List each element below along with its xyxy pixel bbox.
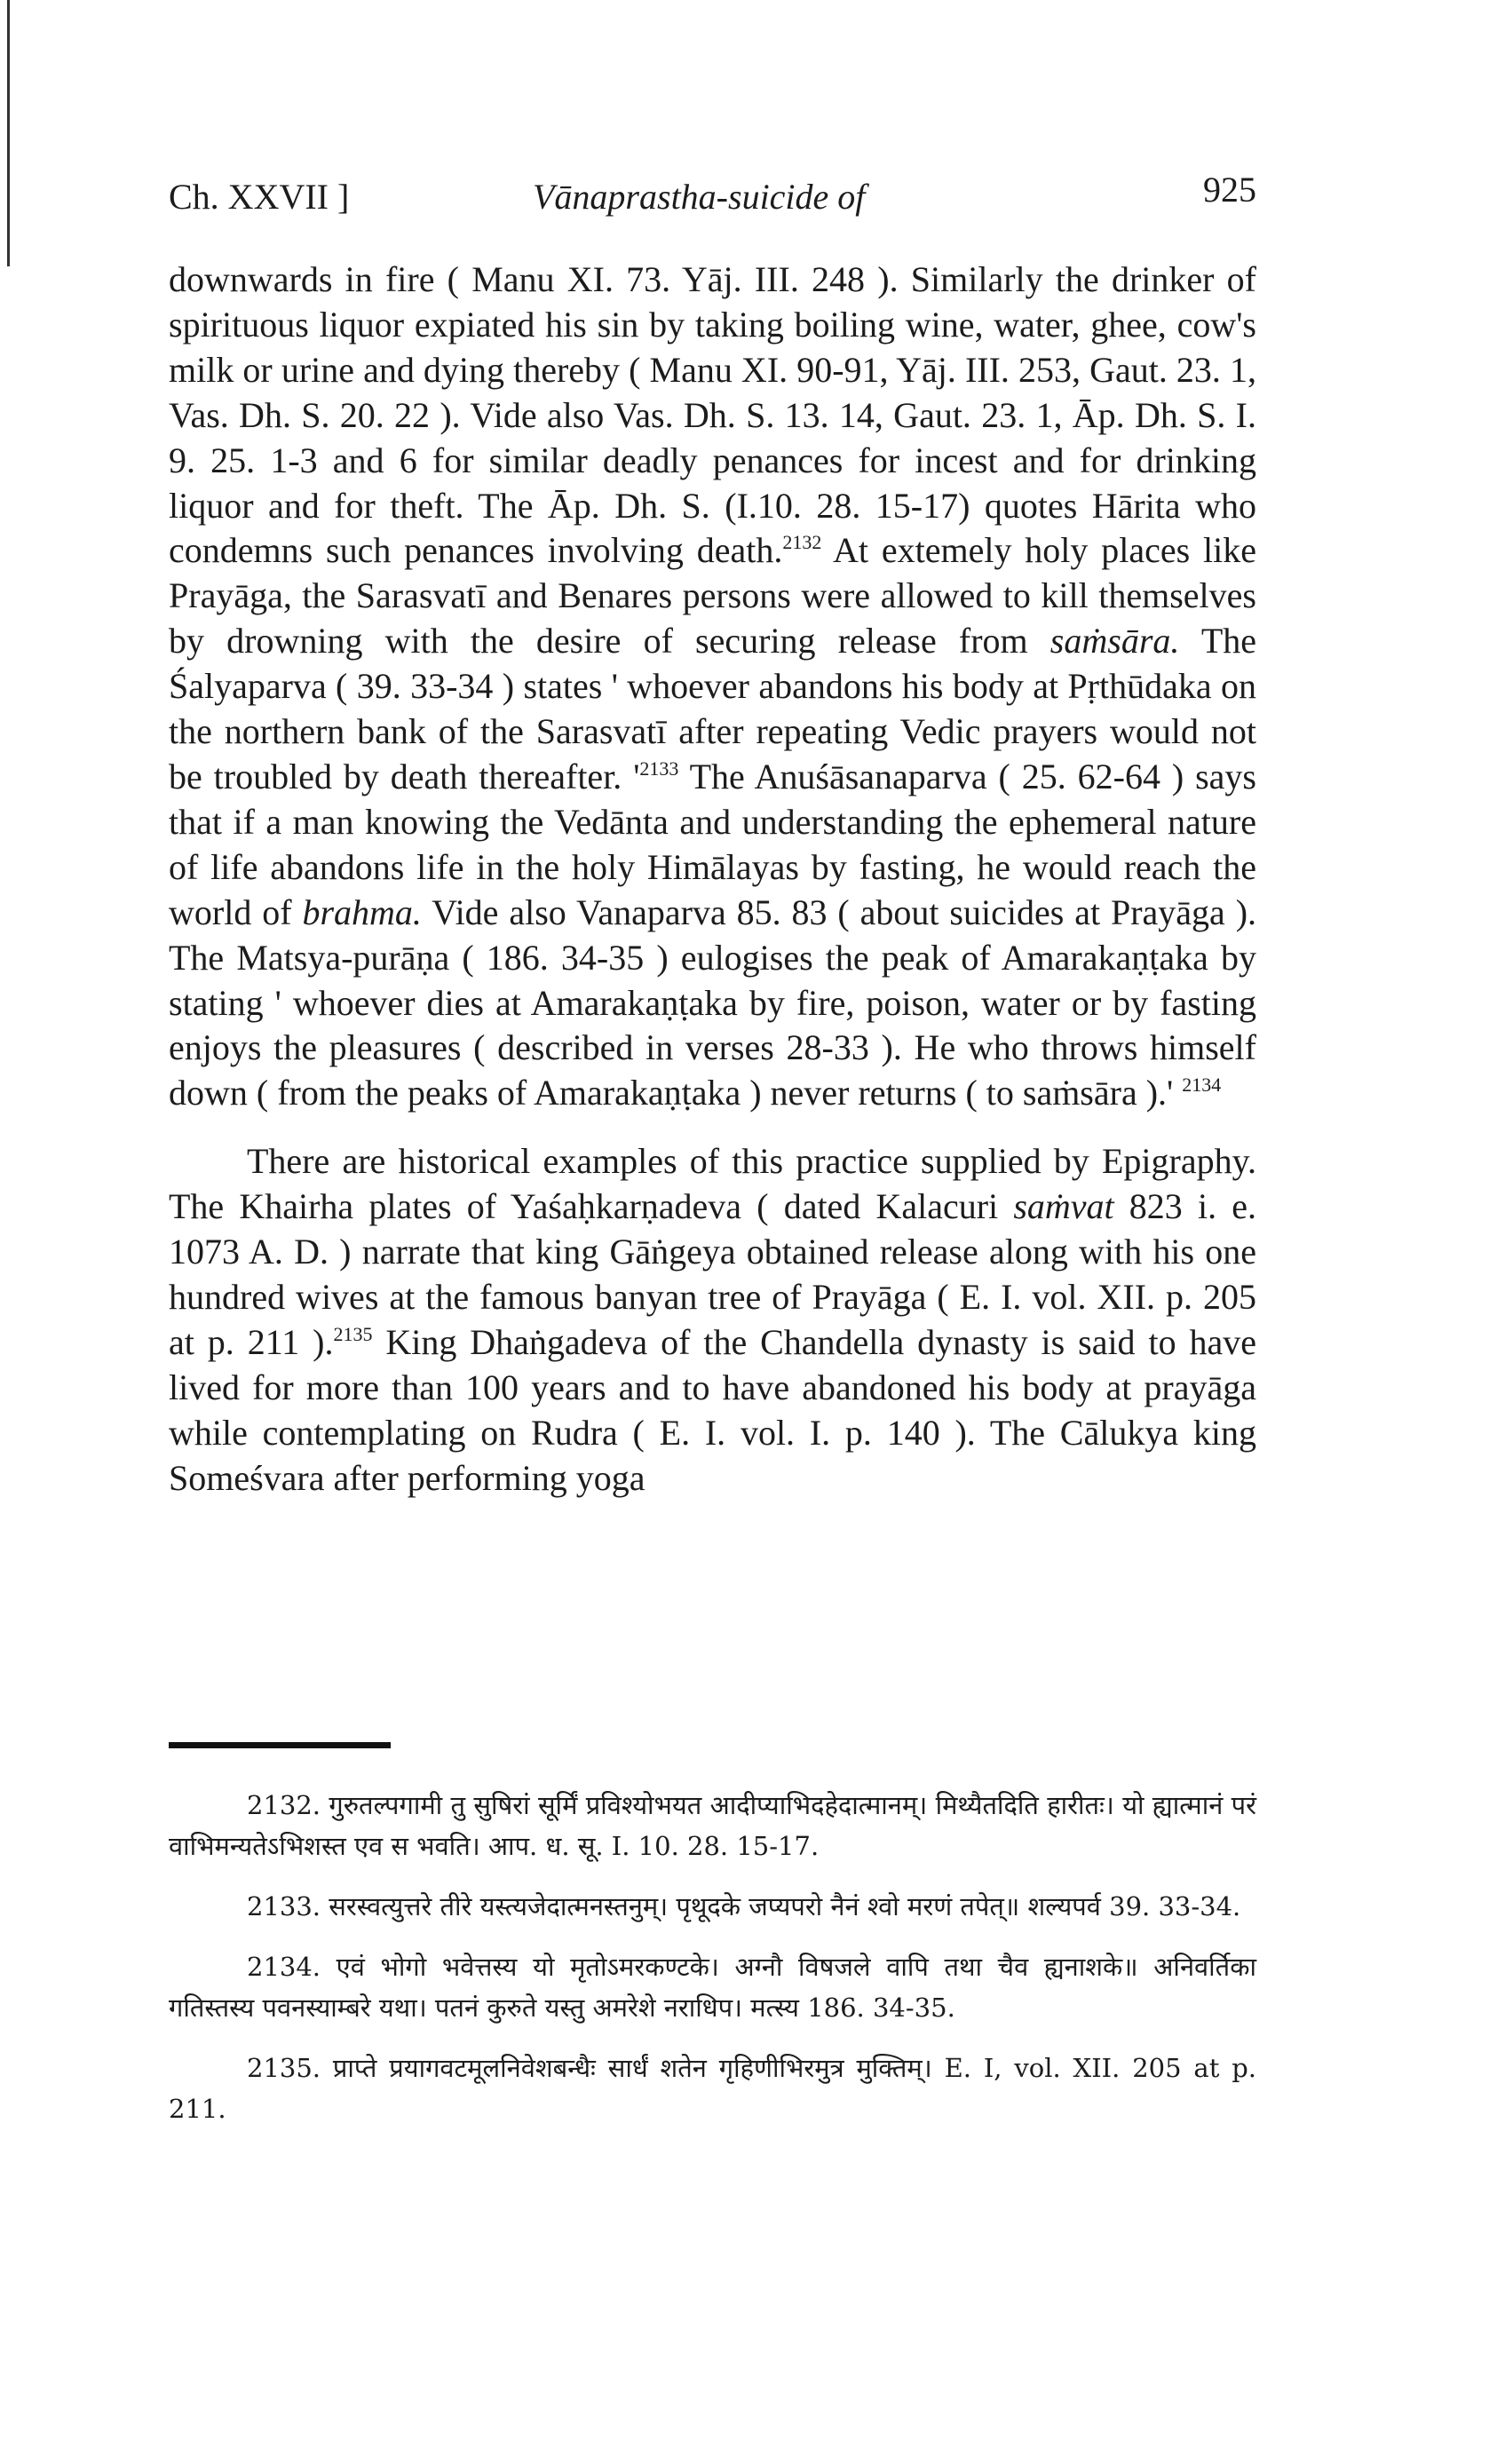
footnote-2133 xyxy=(169,1886,1256,1927)
running-header xyxy=(169,169,1256,222)
text-run: 823 i. e. 1073 A. D. ) narrate that king Gāṅgeya obtained release along with his one hundred wives at the famous banyan tree of Prayāga ( E. I. vol. XII. p. 205 at p. 211 ). xyxy=(169,1186,1256,1362)
main-text xyxy=(169,257,1256,1501)
footnote-2132 xyxy=(169,1785,1256,1866)
chapter-label: Ch. XXVII ] xyxy=(169,177,350,217)
footnote-ref: 2133 xyxy=(639,757,679,780)
footnote-number: 2132. xyxy=(247,1790,321,1820)
running-title: Vānaprastha-suicide of xyxy=(533,177,866,217)
footnote-number: 2134. xyxy=(247,1952,321,1982)
footnote-ref: 2132 xyxy=(782,531,822,554)
footnote-separator xyxy=(169,1742,391,1748)
paragraph-2 xyxy=(169,1139,1256,1501)
text-run: The Śalyaparva ( 39. 33-34 ) states ' whoever abandons his body at Pṛthūdaka on the northern bank of the Sarasvatī after repeating Vedic prayers would not be troubled by death thereafter. ' xyxy=(169,621,1257,796)
italic-term: saṁsāra. xyxy=(1049,621,1180,662)
paragraph-1 xyxy=(169,257,1256,1116)
italic-term: saṁvat xyxy=(1013,1186,1114,1227)
footnote-text: गुरुतल्पगामी तु सुषिरां सूर्मिं प्रविश्योभयत आदीप्याभिदहेदात्मानम्। मिथ्यैतदिति हारीतः। यो ह्यात्मानं परं वाभिमन्यतेऽभिशस्त एव स भवति। आप. ध. सू. I. 10. 28. 15-17. xyxy=(169,1790,1256,1861)
italic-term: brahma. xyxy=(302,891,422,932)
footnote-text: प्राप्ते प्रयागवटमूलनिवेशबन्धैः सार्धं शतेन गृहिणीभिरमुत्र मुक्तिम्। E. I, vol. XII. 205 at p. 211. xyxy=(169,2053,1256,2124)
footnotes xyxy=(169,1785,1256,2149)
text-run: downwards in fire ( Manu XI. 73. Yāj. III. 248 ). Similarly the drinker of spirituous liquor expiated his sin by taking boiling wine, water, ghee, cow's milk or urine and dying thereby ( Manu XI. 90-91, Yāj. III. 253, Gaut. 23. 1, Vas. Dh. S. 20. 22 ). Vide also Vas. Dh. S. 13. 14, Gaut. 23. 1, Āp. Dh. S. I. 9. 25. 1-3 and 6 for similar deadly penances for incest and for drinking liquor and for theft. The Āp. Dh. S. (I.10. 28. 15-17) quotes Hārita who condemns such penances involving death. xyxy=(169,259,1256,571)
text-run: At extemely holy places like Prayāga, the Sarasvatī and Benares persons were allowed to kill themselves by drowning with the desire of securing release from xyxy=(169,530,1256,662)
footnote-2135 xyxy=(169,2048,1256,2129)
page-number: 925 xyxy=(1203,170,1256,210)
text-run: Vide also Vanaparva 85. 83 ( about suicides at Prayāga ). The Matsya-purāṇa ( 186. 34-35 ) eulogises the peak of Amarakaṇṭaka by stating ' whoever dies at Amarakaṇṭaka by fire, poison, water or by fasting enjoys the pleasures ( described in verses 28-33 ). He who throws himself down ( from the peaks of Amarakaṇṭaka ) never returns ( to saṁsāra ).' xyxy=(169,891,1257,1113)
text-run: There are historical examples of this practice supplied by Epigraphy. The Khairha plates of Yaśaḥkarṇadeva ( dated Kalacuri xyxy=(169,1141,1256,1227)
footnote-ref: 2135 xyxy=(333,1322,373,1345)
footnote-text: सरस्वत्युत्तरे तीरे यस्त्यजेदात्मनस्तनुम्। पृथूदके जप्यपरो नैनं श्वो मरणं तपेत्॥ शल्यपर्व 39. 33-34. xyxy=(329,1891,1241,1921)
text-run: King Dhaṅgadeva of the Chandella dynasty is said to have lived for more than 100 years and to have abandoned his body at prayāga while contemplating on Rudra ( E. I. vol. I. p. 140 ). The Cālukya king Someśvara after performing yoga xyxy=(169,1321,1257,1498)
page-binding-edge xyxy=(7,0,10,266)
footnote-ref: 2134 xyxy=(1182,1074,1222,1097)
footnote-2134 xyxy=(169,1946,1256,2028)
footnote-number: 2133. xyxy=(247,1891,321,1921)
footnote-number: 2135. xyxy=(247,2053,321,2083)
footnote-text: एवं भोगो भवेत्तस्य यो मृतोऽमरकण्टके। अग्नौ विषजले वापि तथा चैव ह्यनाशके॥ अनिवर्तिका गतिस्तस्य पवनस्याम्बरे यथा। पतनं कुरुते यस्तु अमरेशे नराधिप। मत्स्य 186. 34-35. xyxy=(169,1952,1256,2023)
text-run: The Anuśāsanaparva ( 25. 62-64 ) says that if a man knowing the Vedānta and understanding the ephemeral nature of life abandons life in the holy Himālayas by fasting, he would reach the world of xyxy=(169,756,1256,932)
